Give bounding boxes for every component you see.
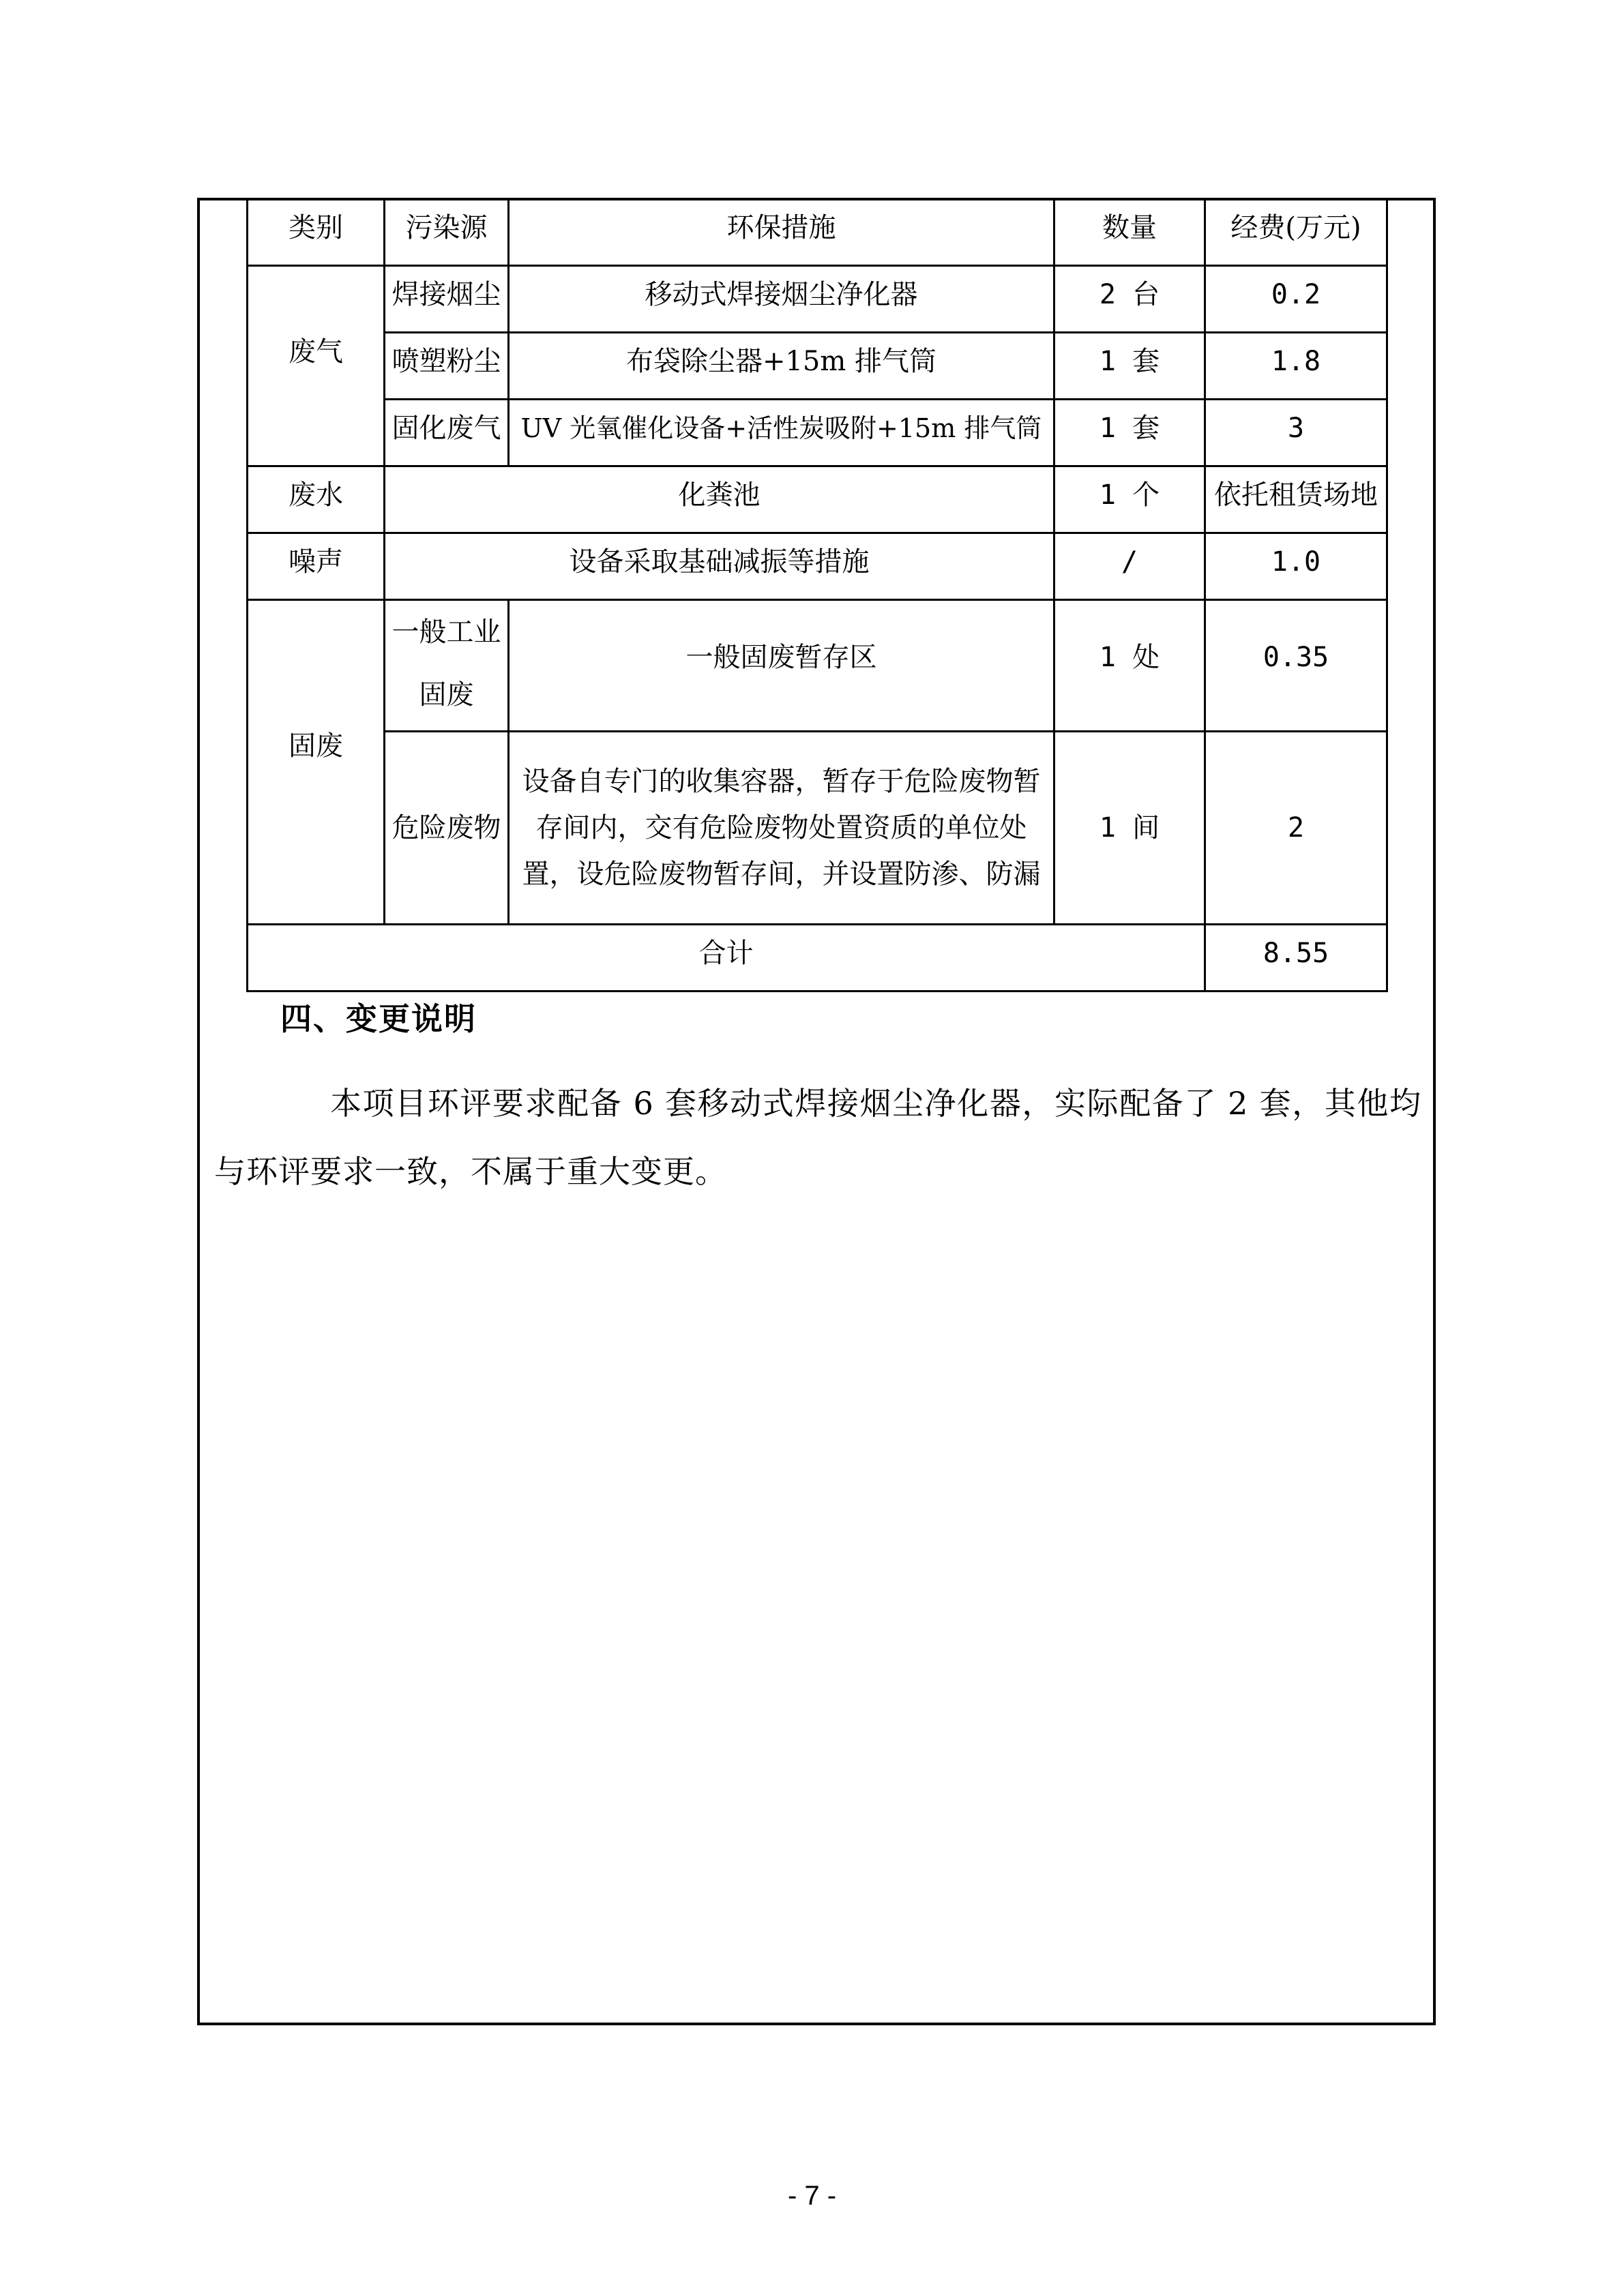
table-row bbox=[248, 600, 1387, 732]
measure-cell: 一般固废暂存区 bbox=[509, 600, 1054, 732]
measure-cell: 移动式焊接烟尘净化器 bbox=[509, 266, 1054, 333]
quantity-cell: 1 套 bbox=[1054, 333, 1205, 400]
measure-cell: 设备自专门的收集容器，暂存于危险废物暂存间内，交有危险废物处置资质的单位处置，设危险废物暂存间，并设置防渗、防漏 bbox=[509, 732, 1054, 925]
table-row bbox=[248, 466, 1387, 533]
quantity-cell: 1 处 bbox=[1054, 600, 1205, 732]
table-total-row bbox=[248, 925, 1387, 992]
source-cell: 一般工业固废 bbox=[385, 600, 509, 732]
cost-cell: 0.35 bbox=[1205, 600, 1387, 732]
quantity-cell: 1 间 bbox=[1054, 732, 1205, 925]
quantity-cell: 2 台 bbox=[1054, 266, 1205, 333]
section-body: 本项目环评要求配备 6 套移动式焊接烟尘净化器，实际配备了 2 套，其他均与环评要求一致，不属于重大变更。 bbox=[214, 1085, 1421, 1190]
table-row bbox=[248, 266, 1387, 333]
measure-cell: 设备采取基础减振等措施 bbox=[385, 533, 1054, 600]
category-noise: 噪声 bbox=[248, 533, 385, 600]
cost-cell: 3 bbox=[1205, 400, 1387, 466]
header-measure: 环保措施 bbox=[509, 199, 1054, 266]
header-category: 类别 bbox=[248, 199, 385, 266]
table-row bbox=[248, 732, 1387, 925]
cost-cell: 1.8 bbox=[1205, 333, 1387, 400]
table-header-row bbox=[248, 199, 1387, 266]
table-row bbox=[248, 400, 1387, 466]
cost-cell: 依托租赁场地 bbox=[1205, 466, 1387, 533]
quantity-cell: 1 套 bbox=[1054, 400, 1205, 466]
total-cost: 8.55 bbox=[1205, 925, 1387, 992]
header-quantity: 数量 bbox=[1054, 199, 1205, 266]
table-row bbox=[248, 533, 1387, 600]
measure-cell: UV 光氧催化设备+活性炭吸附+15m 排气筒 bbox=[509, 400, 1054, 466]
header-cost: 经费(万元) bbox=[1205, 199, 1387, 266]
category-waste-gas: 废气 bbox=[248, 266, 385, 466]
category-solid-waste: 固废 bbox=[248, 600, 385, 925]
quantity-cell: 1 个 bbox=[1054, 466, 1205, 533]
cost-cell: 1.0 bbox=[1205, 533, 1387, 600]
cost-cell: 0.2 bbox=[1205, 266, 1387, 333]
table-row bbox=[248, 333, 1387, 400]
page-number: - 7 - bbox=[787, 2181, 837, 2211]
source-cell: 焊接烟尘 bbox=[385, 266, 509, 333]
section-heading: 四、变更说明 bbox=[280, 1000, 477, 1037]
measure-cell: 布袋除尘器+15m 排气筒 bbox=[509, 333, 1054, 400]
source-cell: 危险废物 bbox=[385, 732, 509, 925]
source-cell: 喷塑粉尘 bbox=[385, 333, 509, 400]
quantity-cell: / bbox=[1054, 533, 1205, 600]
cost-cell: 2 bbox=[1205, 732, 1387, 925]
header-pollution-source: 污染源 bbox=[385, 199, 509, 266]
total-label: 合计 bbox=[248, 925, 1205, 992]
source-cell: 固化废气 bbox=[385, 400, 509, 466]
environmental-measures-table bbox=[246, 198, 1388, 992]
measure-cell: 化粪池 bbox=[385, 466, 1054, 533]
category-waste-water: 废水 bbox=[248, 466, 385, 533]
